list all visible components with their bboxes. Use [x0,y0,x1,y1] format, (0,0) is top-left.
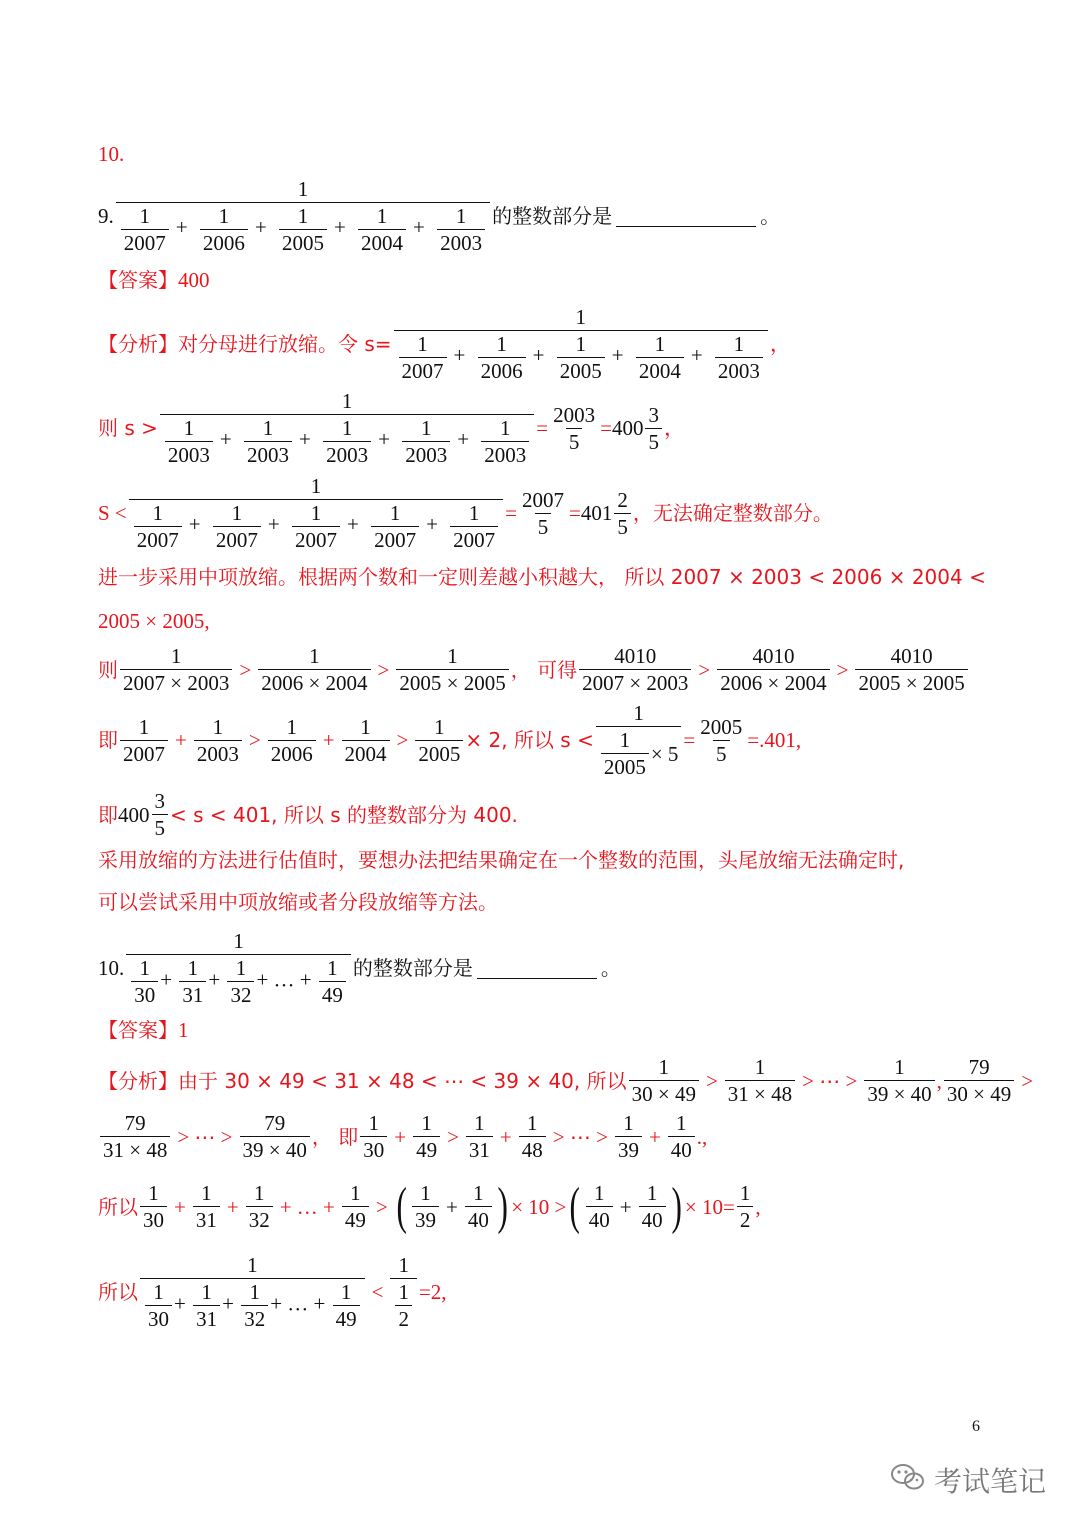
header-fragment: 10. [98,142,125,166]
q9-analysis-3: S < 1 $\frac{1}{2007}$ + $\frac{1}{2007}$ + $\frac{1}{2007}$ + $\frac{1}{2007}$ + $\frac{1}{2007}$ = $\frac{2007}{5}$ = 401 2 5 ，无法确定整数部分。 [98,474,833,552]
q9-question: 9. 1 $\frac{1}{2007}$ + $\frac{1}{2006}$ + $\frac{1}{2005}$ + $\frac{1}{2004}$ + $\frac{1}{2003}$ 的整数部分是 。 [98,177,781,255]
wechat-icon [890,1462,926,1499]
q9-step-1: 进一步采用中项放缩。根据两个数和一定则差越小积越大， 所以 2007 × 2003 < 2006 × 2004 < [98,565,986,589]
q9-answer: 【答案】400 [98,268,210,292]
page-number: 6 [972,1418,980,1435]
q10-analysis-4: 所以 1 $\frac{1}{30}$ + $\frac{1}{31}$ + $\frac{1}{32}$ + … + $\frac{1}{49}$ < $\frac{1}{\frac{1}{2}}$ =2, [98,1253,447,1331]
q9-step-2: 2005 × 2005, [98,609,210,633]
q9-final: 即 400 3 5 < s < 401, 所以 s 的整数部分为 400. [98,789,518,840]
answer-blank [477,958,597,979]
q9-analysis-1: 【分析】 对分母进行放缩。令 s= 1 $\frac{1}{2007}$ + $\frac{1}{2006}$ + $\frac{1}{2005}$ + $\frac{1}{2004}$ + $\frac{1}{2003}$ ， [98,305,791,383]
q9-note-1: 采用放缩的方法进行估值时，要想办法把结果确定在一个整数的范围，头尾放缩无法确定时, [98,848,905,872]
q10-analysis-3: 所以 1 30 + $\frac{1}{31}$ + $\frac{1}{32}$ + … + $\frac{1}{49}$ > ( 1 39 + $\frac{1}{40}$ ) × 10 > ( 1 40 + $\frac{1}{40}$ ) × 10= $\frac{1}{2}$ , [98,1177,761,1235]
answer-blank [616,206,756,227]
q9-analysis-2: 则 s > 1 $\frac{1}{2003}$ + $\frac{1}{2003}$ + $\frac{1}{2003}$ + $\frac{1}{2003}$ + $\frac{1}{2003}$ = $\frac{2003}{5}$ = 400 3 5 ， [98,389,685,467]
watermark-text: 考试笔记 [934,1465,1047,1498]
q10-analysis-1: 【分析】 由于 30 × 49 < 31 × 48 < ⋯ < 39 × 40, 所以 1 30 × 49 > 1 31 × 48 > ⋯ > 1 39 × 40 , 79 30 × 49 > [98,1055,1034,1106]
q10-question: 10. 1 $\frac{1}{30}$ + $\frac{1}{31}$ + $\frac{1}{32}$ + … + $\frac{1}{49}$ 的整数部分是 。 [98,929,621,1007]
watermark [890,1460,1046,1500]
q9-chain-1: 则 1 2007 × 2003 > 1 2006 × 2004 > 1 2005 × 2005 ， 可得 4010 2007 × 2003 > 4010 2006 × 2004 > 4010 2005 × 2005 [98,643,970,696]
q10-analysis-2: 79 31 × 48 > ⋯ > 79 39 × 40 ， 即 1 30 + $\frac{1}{49}$ > 1 31 + $\frac{1}{48}$ > ⋯ > 1 39 + $\frac{1}{40}$ ., [98,1110,707,1163]
q9-note-2: 可以尝试采用中项放缩或者分段放缩等方法。 [98,890,498,914]
q10-answer: 【答案】1 [98,1018,189,1042]
q9-chain-2: 即 1 2007 + $\frac{1}{2003}$ > 1 2006 + $\frac{1}{2004}$ > $\frac{1}{2005}$ × 2, 所以 s < 1 $\frac{1}{2005}$ × 5 = $\frac{2005}{5}$ =.401, [98,701,802,779]
